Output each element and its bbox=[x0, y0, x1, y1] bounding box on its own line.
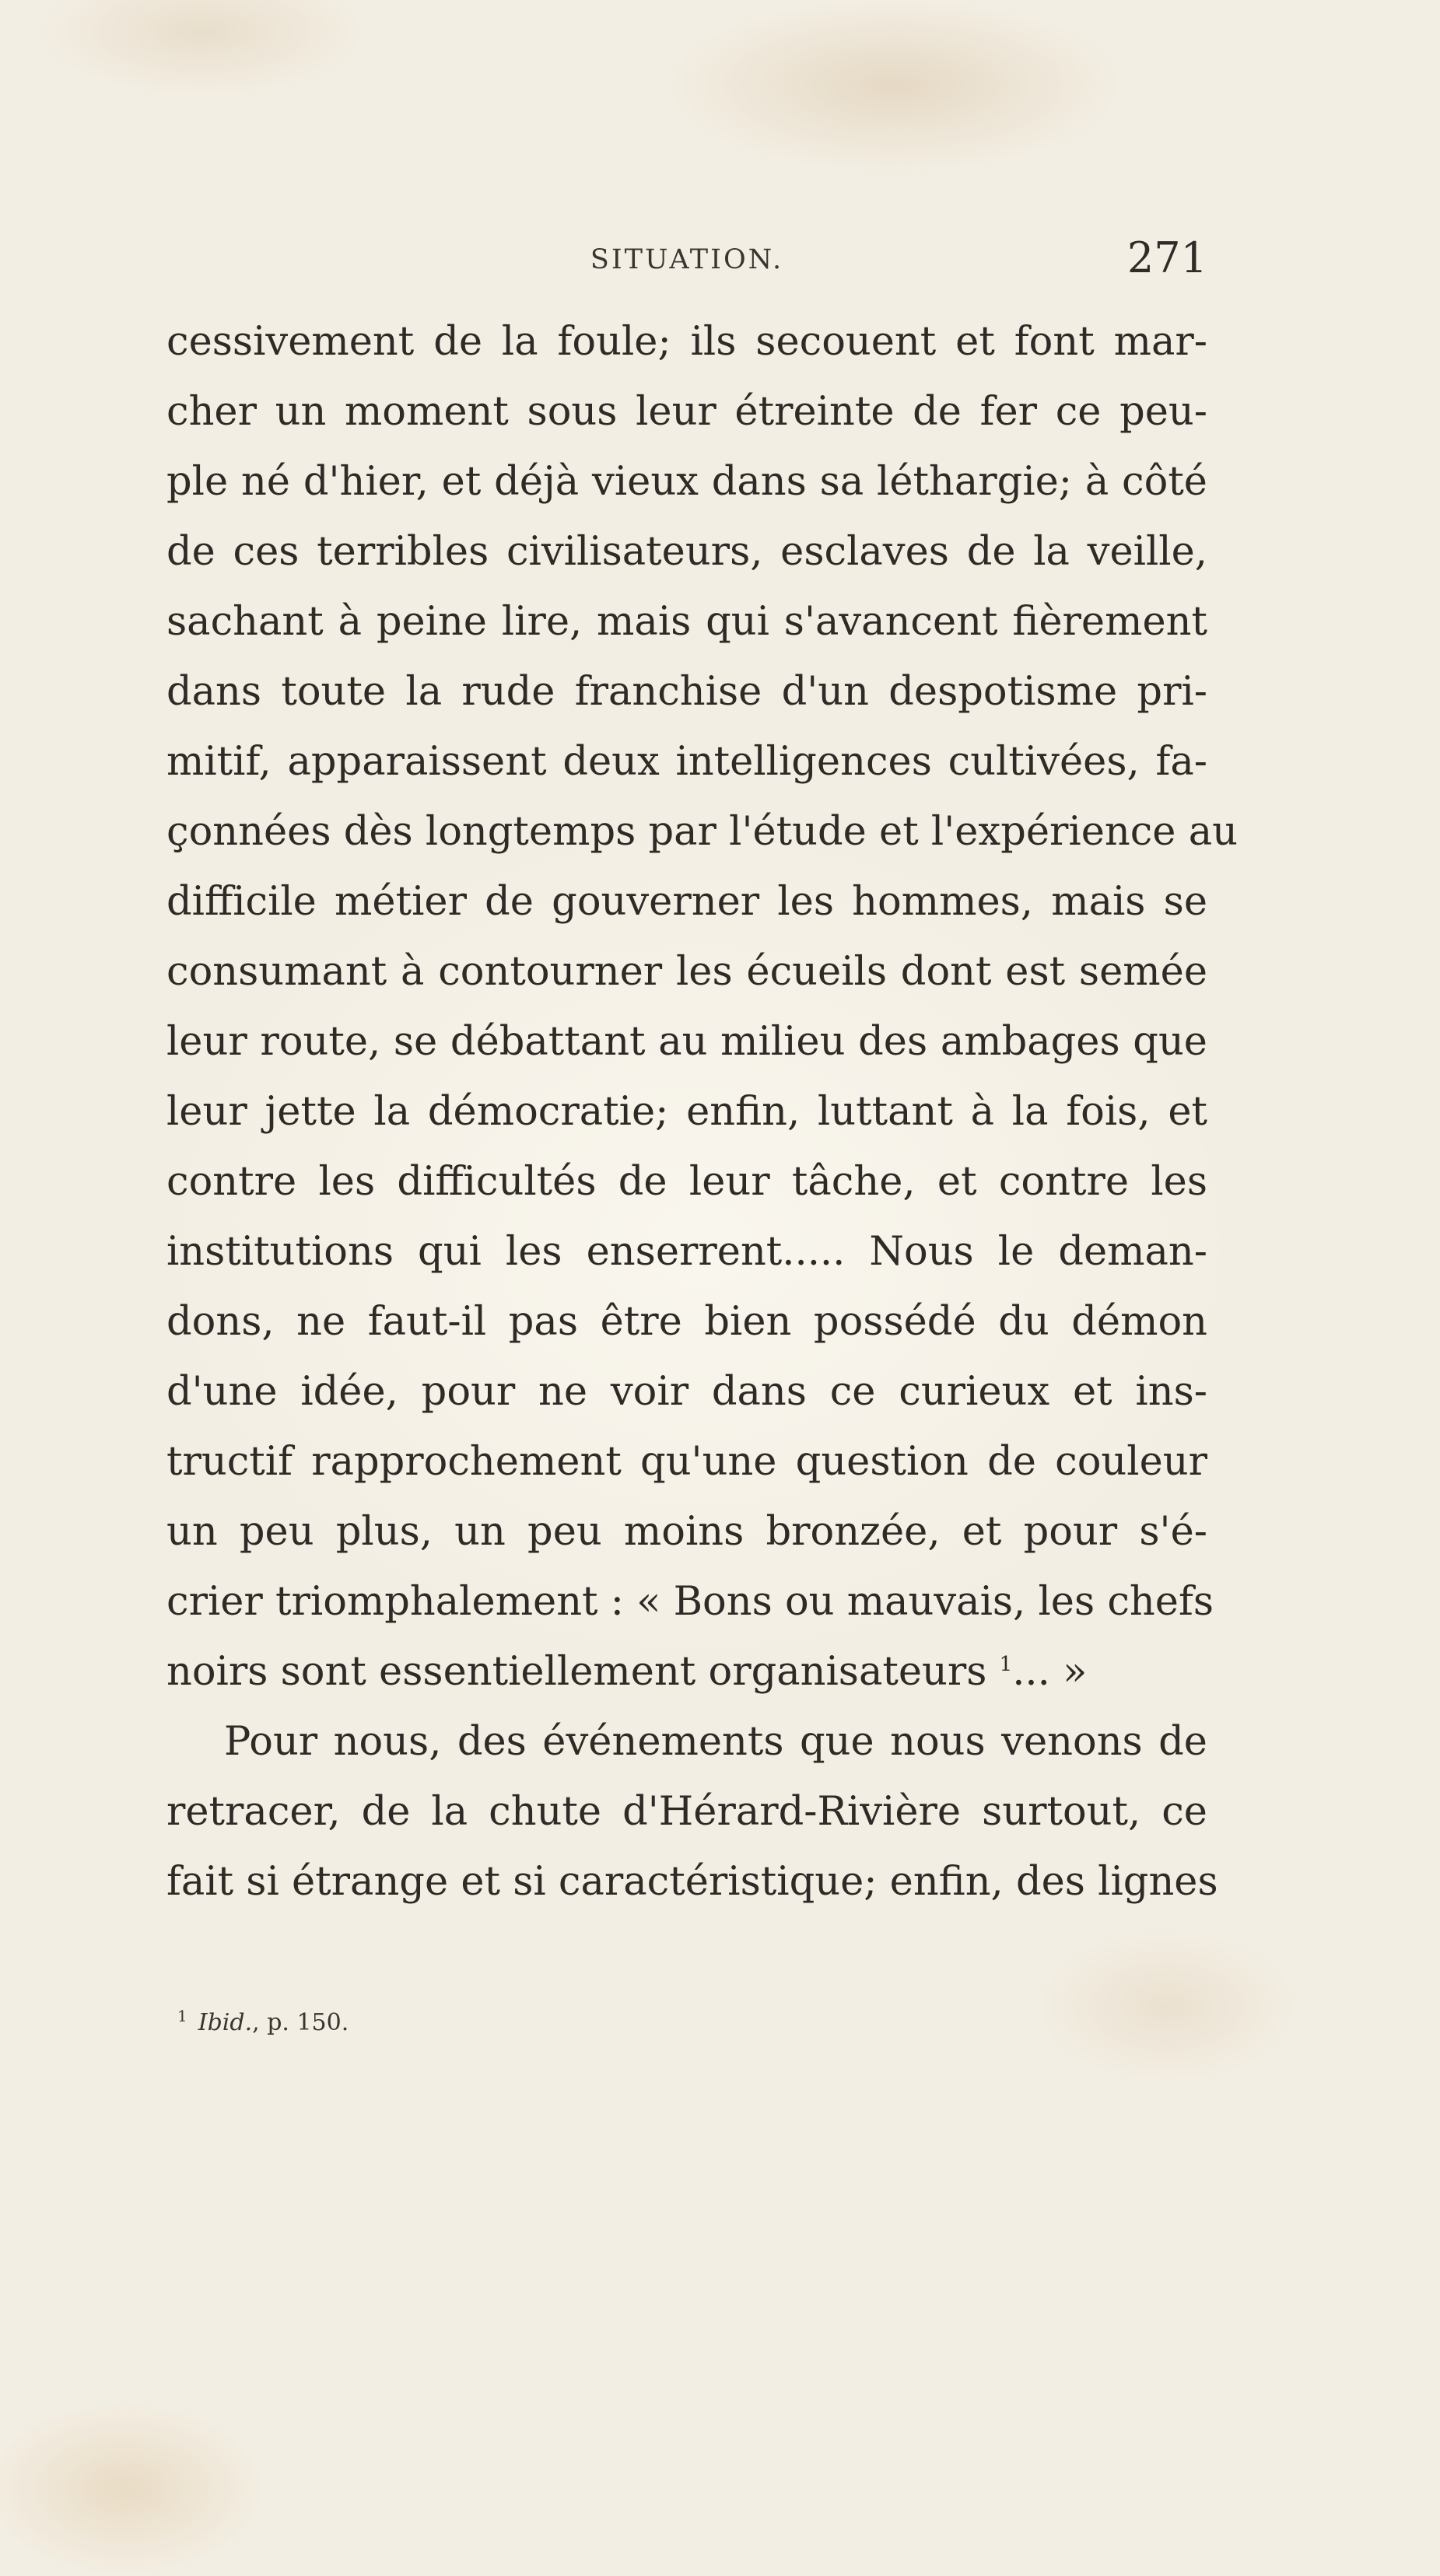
text-line: leur route, se débattant au milieu des ambages que bbox=[166, 1019, 1207, 1065]
text-line: ple né d'hier, et déjà vieux dans sa léthargie; à côté bbox=[166, 459, 1207, 505]
running-head: SITUATION. bbox=[590, 244, 784, 275]
body-text bbox=[166, 307, 1238, 1917]
text-line: cher un moment sous leur étreinte de fer ce peu- bbox=[166, 389, 1207, 435]
text-line: fait si étrange et si caractéristique; enfin, des lignes bbox=[166, 1859, 1218, 1905]
text-line: consumant à contourner les écueils dont est semée bbox=[166, 949, 1207, 995]
text-line-with-footnote-ref bbox=[166, 1637, 1207, 1707]
footnote-ibid: Ibid. bbox=[198, 2009, 253, 2036]
page-number: 271 bbox=[1126, 233, 1207, 282]
text-line: çonnées dès longtemps par l'étude et l'expérience au bbox=[166, 809, 1238, 855]
text-line: retracer, de la chute d'Hérard-Rivière surtout, ce bbox=[166, 1789, 1207, 1835]
text-line: difficile métier de gouverner les hommes, mais se bbox=[166, 879, 1207, 925]
text-line-content: noirs sont essentiellement organisateurs bbox=[166, 1649, 987, 1695]
footnote bbox=[177, 2007, 349, 2036]
text-line: crier triomphalement : « Bons ou mauvais, les chefs bbox=[166, 1579, 1214, 1625]
text-line: contre les difficultés de leur tâche, et contre les bbox=[166, 1159, 1207, 1205]
text-line: d'une idée, pour ne voir dans ce curieux et ins- bbox=[166, 1369, 1207, 1415]
text-line: institutions qui les enserrent..... Nous le deman- bbox=[166, 1229, 1207, 1275]
text-line: dons, ne faut-il pas être bien possédé du démon bbox=[166, 1299, 1207, 1345]
text-line: mitif, apparaissent deux intelligences cultivées, fa- bbox=[166, 739, 1207, 785]
text-line: dans toute la rude franchise d'un despotisme pri- bbox=[166, 669, 1207, 715]
text-line: sachant à peine lire, mais qui s'avancent fièrement bbox=[166, 599, 1207, 645]
footnote-reference: 1 bbox=[999, 1653, 1013, 1676]
text-line: un peu plus, un peu moins bronzée, et pour s'é- bbox=[166, 1509, 1207, 1555]
page-header bbox=[166, 233, 1207, 296]
quote-close: ... » bbox=[1012, 1649, 1088, 1695]
text-line: de ces terribles civilisateurs, esclaves de la veille, bbox=[166, 529, 1207, 575]
paragraph-start-line: Pour nous, des événements que nous venons de bbox=[224, 1719, 1207, 1765]
text-line: tructif rapprochement qu'une question de couleur bbox=[166, 1439, 1207, 1485]
footnote-mark: 1 bbox=[177, 2007, 187, 2025]
footnote-page: , p. 150. bbox=[252, 2009, 349, 2036]
text-line: cessivement de la foule; ils secouent et font mar- bbox=[166, 319, 1207, 365]
text-line: leur jette la démocratie; enfin, luttant à la fois, et bbox=[166, 1089, 1207, 1135]
